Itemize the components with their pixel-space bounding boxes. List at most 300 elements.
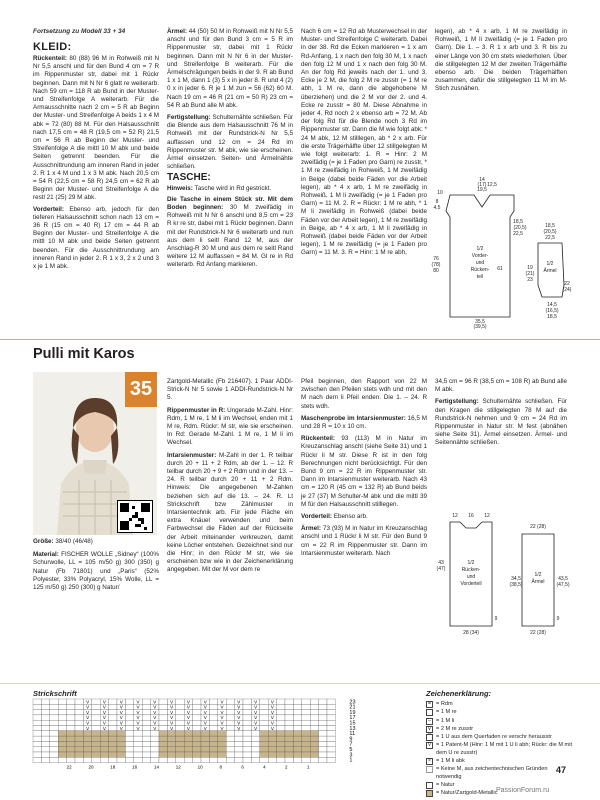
chart-symbol: V	[170, 725, 174, 731]
chart-cell	[92, 720, 100, 725]
chart-symbol: V	[220, 709, 224, 715]
legend-item: = Keine M, aus zeichentechnischen Gründen notwendig	[426, 766, 572, 781]
svg-text:12: 12	[452, 513, 458, 519]
chart-symbol: V	[102, 725, 106, 731]
chart-cell	[67, 752, 75, 757]
svg-text:12,5: 12,5	[487, 182, 497, 188]
chart-cell	[176, 747, 184, 752]
chart-cell	[285, 715, 293, 720]
chart-symbol: V	[153, 715, 157, 721]
chart-cell	[109, 704, 117, 709]
chart-cell	[92, 710, 100, 715]
chart-cell	[226, 699, 234, 704]
chart-col-label: 4	[263, 764, 266, 770]
chart-cell	[302, 747, 310, 752]
pulli-maschenprobe: Maschenprobe im Intarsienmuster: 16,5 M und 28 R = 10 x 10 cm.	[301, 414, 427, 431]
chart-cell	[209, 747, 217, 752]
chart-cell	[142, 726, 150, 731]
chart-cell	[92, 704, 100, 709]
chart-cell	[50, 731, 58, 736]
chart-cell	[100, 731, 108, 736]
chart-cell	[201, 757, 209, 762]
chart-cell	[142, 752, 150, 757]
chart-cell	[226, 747, 234, 752]
chart-cell	[159, 741, 167, 746]
chart-cell	[243, 741, 251, 746]
chart-cell	[176, 757, 184, 762]
chart-symbol: V	[86, 709, 90, 715]
chart-symbol: V	[270, 709, 274, 715]
legend-item: = = Rdm	[426, 701, 572, 708]
chart-col-label: 8	[219, 764, 222, 770]
chart-cell	[50, 752, 58, 757]
chart-symbol: V	[203, 709, 207, 715]
chart-cell	[92, 752, 100, 757]
chart-cell	[142, 736, 150, 741]
chart-cell	[327, 704, 335, 709]
kleid-aermel: Ärmel: 44 (50) 50 M in Rohweiß mit N Nr 5,5 anschl und für den Bund 3 cm = 5 R im Rippenmuster str, dabei mit 1 Rückr beginnen. Dann mit N Nr 6 in der Muster- und Streifenfolge B weiterarb. Für die Ärmelschrägungen beids in der 9. R ab Bund 1 x 1 M, dann 1 (3) 5 x in jeder 8. R und 4 (2) 0 x in jeder 6. R je 1 M zun = 56 (62) 60 M. Nach 19 cm = 46 R (21 cm = 50 R) 23 cm = 54 R ab Bund alle M abk.	[167, 28, 293, 109]
chart-cell	[184, 736, 192, 741]
chart-cell	[142, 757, 150, 762]
chart-cell	[109, 710, 117, 715]
chart-cell	[209, 752, 217, 757]
chart-symbol: V	[136, 704, 140, 710]
chart-cell	[41, 757, 49, 762]
tasche-hinweis: Hinweis: Tasche wird in Rd gestrickt.	[167, 184, 272, 192]
chart-symbol: V	[254, 720, 258, 726]
chart-symbol: V	[153, 725, 157, 731]
svg-text:1/2: 1/2	[476, 246, 484, 252]
legend-item: ∨ = 2 M re zusstr	[427, 725, 474, 732]
chart-symbol: V	[153, 720, 157, 726]
chart-cell	[159, 710, 167, 715]
chart-row-label: 21	[349, 704, 356, 711]
chart-cell	[33, 757, 41, 762]
chart-cell	[33, 736, 41, 741]
chart-symbol: V	[119, 699, 123, 705]
chart-cell	[167, 757, 175, 762]
chart-cell	[67, 731, 75, 736]
chart-cell	[310, 736, 318, 741]
chart-cell	[109, 736, 117, 741]
svg-text:(38,5): (38,5)	[509, 582, 523, 588]
chart-cell	[33, 720, 41, 725]
chart-cell	[209, 699, 217, 704]
chart-cell	[41, 710, 49, 715]
chart-cell	[151, 747, 159, 752]
svg-text:Ärmel: Ärmel	[531, 579, 545, 585]
chart-cell	[50, 726, 58, 731]
chart-cell	[218, 736, 226, 741]
chart-cell	[75, 726, 83, 731]
kleid-fertigstellung: Fertigstellung: Schulternähte schließen. Für die Blende aus dem Halsausschnitt 76 M in Rohweiß mit der Rundstrick-N Nr 5,5 auffassen und 12 cm = 24 Rd im Rippenmuster str. M abk, wie sie erscheinen. Ärmel einsetzen. Seiten- und Ärmelnähte schließen.	[167, 114, 293, 171]
model-number-badge: 35	[125, 372, 157, 407]
chart-cell	[117, 731, 125, 736]
chart-cell	[67, 747, 75, 752]
chart-cell	[193, 741, 201, 746]
chart-cell	[50, 715, 58, 720]
chart-cell	[260, 710, 268, 715]
svg-text:19: 19	[527, 265, 533, 271]
chart-cell	[310, 699, 318, 704]
chart-symbol: V	[136, 725, 140, 731]
chart-cell	[260, 699, 268, 704]
chart-cell	[268, 736, 276, 741]
chart-symbol: V	[186, 715, 190, 721]
chart-cell	[134, 752, 142, 757]
svg-text:43: 43	[438, 560, 444, 566]
chart-symbol: V	[220, 715, 224, 721]
chart-row-label: 7	[349, 741, 353, 748]
chart-cell	[293, 720, 301, 725]
chart-cell	[302, 720, 310, 725]
chart-cell	[109, 752, 117, 757]
chart-row-label: 23	[349, 699, 356, 706]
svg-text:(39,5): (39,5)	[473, 324, 487, 330]
chart-cell	[302, 704, 310, 709]
pulli-vorderteil: Vorderteil: Ebenso arb.	[301, 513, 368, 521]
chart-cell	[151, 757, 159, 762]
chart-cell	[176, 731, 184, 736]
chart-cell	[327, 757, 335, 762]
chart-cell	[50, 704, 58, 709]
chart-cell	[293, 699, 301, 704]
chart-cell	[209, 720, 217, 725]
chart-cell	[109, 731, 117, 736]
chart-cell	[193, 699, 201, 704]
chart-col-label: 10	[197, 764, 203, 770]
chart-cell	[293, 704, 301, 709]
chart-symbol: V	[254, 715, 258, 721]
chart-cell	[243, 736, 251, 741]
chart-cell	[33, 699, 41, 704]
chart-cell	[184, 731, 192, 736]
chart-cell	[33, 747, 41, 752]
chart-cell	[243, 747, 251, 752]
legend-symbol: ⌒	[427, 734, 433, 741]
chart-symbol: V	[270, 699, 274, 705]
chart-cell	[260, 726, 268, 731]
chart-cell	[117, 757, 125, 762]
kleid-rueckenteil: Rückenteil: 80 (88) 96 M in Rohweiß mit N Nr 5,5 anschl und für den Bund 4 cm = 7 R im Rippenmuster str, dabei mit 1 Rückr beginnen. Dann mit N Nr 6 glatt re weiterarb. Nach 59 cm = 118 R ab Bund in der Muster- und Streifenfolge A weiterarb. Für die Armausschnitte nach 2 cm = 5 R ab Beginn der Muster- und Streifenfolge A beids 1 x 4 M abk = 72 (80) 88 M. Für den Halsausschnitt nach 17,5 cm = 48 R (19,5 cm = 52 R) 21,5 cm = 56 R ab Beginn der Muster- und Streifenfolge A die mittl 10 M abk und beide Seiten getrennt beenden. Für die Ausschnittrundung am inneren Rand in jeder 2. R 1 x 4 M und 1 x 3 M abk. Nach 20,5 cm = 54 R (22,5 cm = 58 R) 24,5 cm = 62 R ab Beginn der Muster- und Streifenfolge A die restl 21 (25) 29 M abk.	[33, 55, 160, 202]
chart-cell	[167, 747, 175, 752]
chart-cell	[125, 710, 133, 715]
chart-cell	[117, 752, 125, 757]
chart-cell	[260, 752, 268, 757]
chart-cell	[302, 710, 310, 715]
chart-cell	[41, 752, 49, 757]
chart-cell	[302, 757, 310, 762]
chart-cell	[75, 720, 83, 725]
page-number: 47	[556, 765, 567, 775]
chart-cell	[83, 741, 91, 746]
chart-cell	[226, 736, 234, 741]
chart-cell	[302, 741, 310, 746]
chart-cell	[201, 741, 209, 746]
svg-text:18,5: 18,5	[547, 314, 557, 320]
chart-cell	[285, 752, 293, 757]
pulli-pattern-repeat: Pfeil beginnen, den Rapport von 22 M zwischen den Pfeilen stets wdh und mit den M nach dem li Pfeil enden. Die 1. – 24. R stets wdh.	[301, 378, 427, 410]
chart-cell	[184, 747, 192, 752]
svg-text:Rücken-: Rücken-	[470, 267, 490, 273]
svg-text:1/2: 1/2	[467, 560, 475, 566]
chart-cell	[109, 715, 117, 720]
chart-cell	[176, 726, 184, 731]
chart-cell	[92, 726, 100, 731]
legend-symbol: ×	[426, 758, 433, 765]
svg-text:18,5: 18,5	[545, 223, 555, 229]
chart-cell	[193, 747, 201, 752]
chart-cell	[100, 752, 108, 757]
chart-cell	[260, 747, 268, 752]
chart-symbol: V	[170, 709, 174, 715]
chart-cell	[209, 757, 217, 762]
chart-cell	[251, 736, 259, 741]
svg-text:80: 80	[433, 268, 439, 274]
chart-cell	[41, 726, 49, 731]
chart-cell	[310, 741, 318, 746]
svg-text:(16,5): (16,5)	[545, 308, 559, 314]
pulli-fertigstellung: Fertigstellung: Schulternähte schließen. Für den Kragen die stillgelegten 78 M auf die Rundstrick-N nehmen und 9 cm = 24 Rd im Rippenmuster in Natur str. M fest (abnähen siehe Seite 31). Ärmel einsetzen. Ärmel- und Seitennähte schließen.	[435, 398, 567, 447]
chart-cell	[109, 741, 117, 746]
chart-cell	[268, 747, 276, 752]
svg-text:Rücken-: Rücken-	[461, 567, 481, 573]
chart-cell	[75, 752, 83, 757]
chart-cell	[310, 720, 318, 725]
chart-cell	[100, 741, 108, 746]
chart-cell	[159, 757, 167, 762]
chart-cell	[167, 731, 175, 736]
chart-cell	[319, 731, 327, 736]
chart-cell	[50, 757, 58, 762]
chart-cell	[277, 699, 285, 704]
chart-cell	[125, 736, 133, 741]
chart-symbol: V	[220, 720, 224, 726]
svg-text:35,5: 35,5	[475, 319, 485, 325]
chart-cell	[75, 731, 83, 736]
chart-cell	[260, 757, 268, 762]
legend-title: Zeichenerklärung:	[426, 689, 492, 698]
footer-watermark: PassionForum.ru	[496, 787, 550, 794]
chart-cell	[260, 736, 268, 741]
pulli-column-3	[301, 378, 427, 558]
chart-cell	[75, 704, 83, 709]
chart-symbol: V	[237, 715, 241, 721]
svg-text:34,5: 34,5	[511, 576, 521, 582]
chart-cell	[277, 715, 285, 720]
chart-col-label: 18	[110, 764, 116, 770]
chart-cell	[226, 710, 234, 715]
chart-cell	[92, 747, 100, 752]
chart-cell	[319, 747, 327, 752]
chart-cell	[67, 715, 75, 720]
chart-symbol: V	[203, 715, 207, 721]
chart-cell	[285, 736, 293, 741]
chart-cell	[109, 699, 117, 704]
stitch-chart	[33, 697, 363, 770]
chart-cell	[50, 736, 58, 741]
chart-cell	[75, 736, 83, 741]
legend-symbol-empty	[426, 766, 433, 773]
qr-code-graphic	[120, 503, 150, 530]
chart-cell	[134, 757, 142, 762]
chart-cell	[310, 704, 318, 709]
chart-symbol: V	[237, 725, 241, 731]
chart-cell	[109, 747, 117, 752]
svg-text:(47): (47)	[436, 566, 446, 572]
svg-text:1/2: 1/2	[546, 261, 554, 267]
svg-text:Vorderteil: Vorderteil	[460, 581, 482, 587]
svg-text:19,5: 19,5	[477, 187, 487, 193]
chart-symbol: V	[86, 699, 90, 705]
chart-cell	[218, 757, 226, 762]
svg-text:23: 23	[527, 277, 533, 283]
chart-symbol: V	[220, 699, 224, 705]
chart-symbol: V	[102, 699, 106, 705]
chart-symbol: V	[186, 709, 190, 715]
chart-cell	[75, 741, 83, 746]
traeger-text: legen), ab * 4 x arb, 1 M re zweifädig in Rohweiß, 1 M li zweifädig (= je 1 Faden pro Garn). Die 1. – 3. R 1 x arb und 3. R bis zu einer Länge von 30 cm stets wiederholen. Über die stillgelegten 12 M der zweiten Trägerhälfte ebenso arb. Die beiden Trägerhälften zusammen, dafür die stillgelegten 11 M im M-Stich zusnähen.	[435, 28, 567, 93]
chart-cell	[50, 699, 58, 704]
chart-cell	[100, 747, 108, 752]
chart-symbol: V	[203, 704, 207, 710]
chart-cell	[285, 699, 293, 704]
chart-row-label: 15	[349, 720, 356, 727]
chart-cell	[319, 741, 327, 746]
pulli-rueckenteil: Rückenteil: 93 (113) M in Natur im Kreuzanschlag anschl (siehe Seite 31) und 1 Rückr li M str. Diese R ist in den folg Berechnungen nicht berücksichtigt. Für den Bund 9 cm = 22 R im Rippenmuster str. Dann im Intarsienmuster weiterarb. Nach 43 cm = 120 R (45 cm = 132 R) ab Bund beids je 27 (37) M Schulter-M abk und die mittl 39 M für den Halsausschnitt stilllegen.	[301, 435, 427, 508]
chart-title: Strickschrift	[33, 689, 77, 698]
chart-symbol: V	[237, 699, 241, 705]
chart-cell	[92, 731, 100, 736]
chart-cell	[58, 726, 66, 731]
chart-cell	[75, 710, 83, 715]
chart-cell	[251, 741, 259, 746]
chart-row-label: 9	[349, 736, 353, 743]
chart-cell	[268, 752, 276, 757]
chart-symbol: V	[136, 699, 140, 705]
chart-cell	[293, 736, 301, 741]
chart-cell	[319, 704, 327, 709]
legend-symbol: –	[426, 718, 433, 725]
chart-cell	[50, 741, 58, 746]
svg-text:14,5: 14,5	[547, 302, 557, 308]
chart-cell	[268, 741, 276, 746]
chart-cell	[142, 699, 150, 704]
chart-cell	[159, 715, 167, 720]
chart-cell	[67, 710, 75, 715]
chart-cell	[327, 710, 335, 715]
chart-cell	[125, 715, 133, 720]
chart-cell	[92, 715, 100, 720]
chart-cell	[193, 710, 201, 715]
chart-cell	[58, 699, 66, 704]
chart-cell	[319, 715, 327, 720]
svg-text:teil: teil	[476, 274, 484, 280]
chart-cell	[260, 704, 268, 709]
chart-cell	[92, 736, 100, 741]
chart-symbol: V	[136, 709, 140, 715]
chart-cell	[75, 699, 83, 704]
chart-cell	[50, 720, 58, 725]
chart-cell	[302, 731, 310, 736]
chart-cell	[142, 704, 150, 709]
chart-symbol: V	[136, 715, 140, 721]
chart-symbol: V	[270, 720, 274, 726]
chart-cell	[277, 757, 285, 762]
legend	[426, 701, 572, 799]
chart-cell	[67, 741, 75, 746]
chart-row-label: 17	[349, 715, 356, 722]
chart-cell	[209, 726, 217, 731]
chart-cell	[268, 757, 276, 762]
chart-cell	[125, 699, 133, 704]
chart-cell	[33, 731, 41, 736]
chart-cell	[319, 720, 327, 725]
chart-symbol: V	[102, 715, 106, 721]
chart-symbol: V	[136, 720, 140, 726]
chart-cell	[327, 720, 335, 725]
chart-cell	[117, 741, 125, 746]
svg-text:22,5: 22,5	[545, 235, 555, 241]
chart-cell	[193, 736, 201, 741]
chart-cell	[109, 720, 117, 725]
chart-cell	[226, 757, 234, 762]
kleid-vorderteil: Vorderteil: Ebenso arb, jedoch für den tieferen Halsausschnitt schon nach 13 cm = 36 R (15 cm = 40 R) 17 cm = 44 R ab Beginn der Muster- und Streifenfolge A die mittl 10 M abk und beide Seiten getrennt beenden. Für die Ausschnittrundung am inneren Rand in jeder 2. R 1 x 3, 2 x 2 und 3 x je 1 M abk.	[33, 205, 160, 271]
chart-col-label: 12	[175, 764, 181, 770]
chart-cell	[209, 736, 217, 741]
chart-cell	[277, 726, 285, 731]
chart-cell	[243, 726, 251, 731]
chart-cell	[209, 741, 217, 746]
chart-cell	[226, 715, 234, 720]
chart-cell	[201, 731, 209, 736]
legend-item: = Natur/Zartgold-Metallic	[426, 790, 572, 797]
chart-cell	[302, 736, 310, 741]
chart-symbol: V	[254, 709, 258, 715]
chart-cell	[58, 747, 66, 752]
chart-symbol: V	[270, 704, 274, 710]
svg-text:(17): (17)	[477, 182, 487, 188]
chart-cell	[235, 736, 243, 741]
chart-cell	[201, 747, 209, 752]
chart-cell	[58, 720, 66, 725]
chart-row-label: 3	[349, 752, 353, 759]
chart-cell	[251, 757, 259, 762]
chart-cell	[201, 752, 209, 757]
chart-symbol: V	[170, 720, 174, 726]
chart-cell	[151, 741, 159, 746]
chart-cell	[226, 741, 234, 746]
chart-cell	[184, 752, 192, 757]
chart-cell	[41, 741, 49, 746]
chart-row-label: 11	[349, 731, 356, 738]
chart-cell	[142, 747, 150, 752]
chart-cell	[201, 736, 209, 741]
chart-cell	[41, 704, 49, 709]
chart-cell	[176, 699, 184, 704]
chart-cell	[159, 747, 167, 752]
chart-symbol: V	[86, 725, 90, 731]
chart-cell	[142, 720, 150, 725]
chart-cell	[125, 704, 133, 709]
chart-cell	[33, 704, 41, 709]
chart-cell	[327, 731, 335, 736]
chart-cell	[125, 726, 133, 731]
qr-code[interactable]	[117, 500, 153, 533]
svg-text:12: 12	[484, 513, 490, 519]
chart-cell	[41, 736, 49, 741]
svg-text:4,5: 4,5	[433, 205, 441, 211]
